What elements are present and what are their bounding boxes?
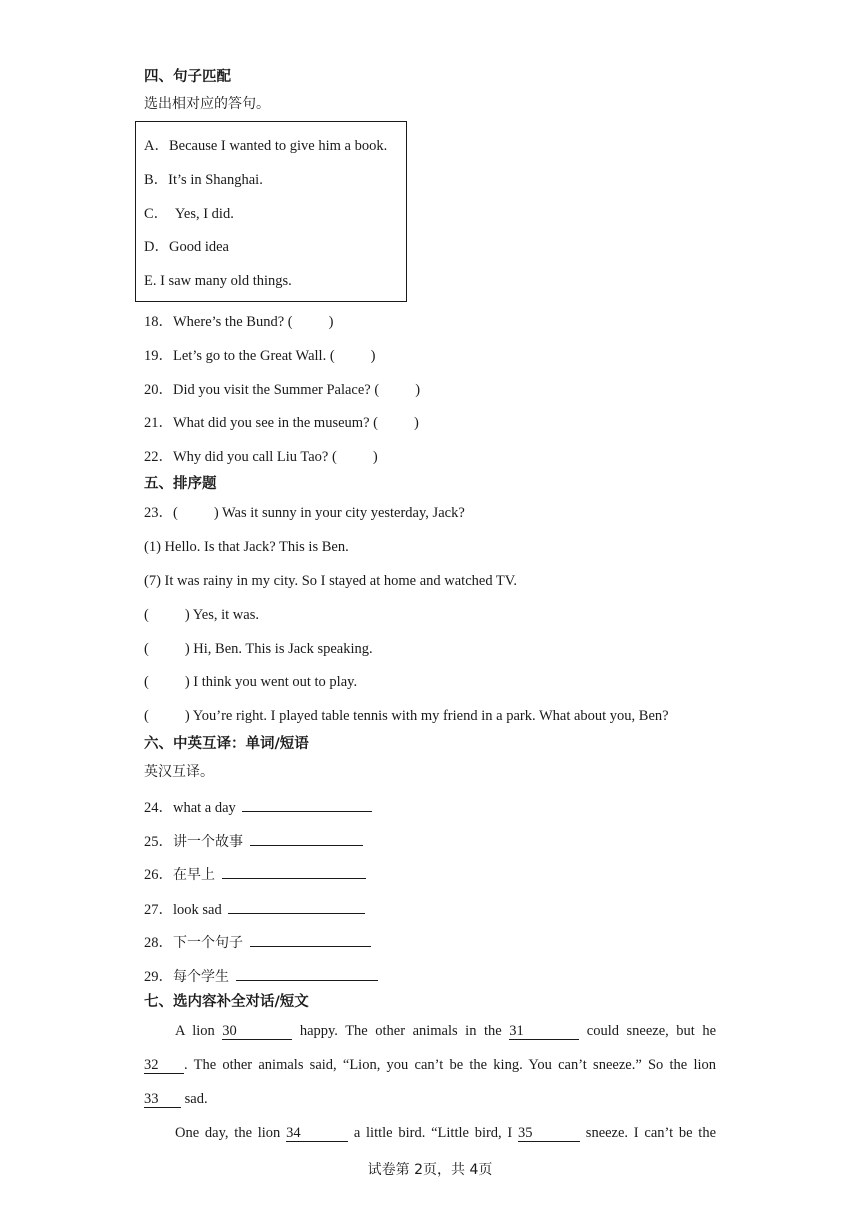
blank-30[interactable]: 30 <box>222 1023 292 1040</box>
ordering-text: ) Was it sunny in your city yesterday, Jack? <box>213 505 465 521</box>
question-number: 19． <box>144 348 173 364</box>
question-close: ) <box>328 314 334 330</box>
question-number: 18． <box>144 314 173 330</box>
question-22 <box>144 448 378 466</box>
item-number: 28． <box>144 935 173 951</box>
question-18 <box>144 313 333 331</box>
option-b: B．It’s in Shanghai. <box>144 172 263 188</box>
ordering-text: ) Yes, it was. <box>184 607 259 623</box>
passage-text: . The other animals said, “Lion, you can’t be the king. You can’t sneeze.” So the lion <box>184 1057 716 1073</box>
ordering-text: ) Hi, Ben. This is Jack speaking. <box>184 641 373 657</box>
answer-blank[interactable] <box>250 831 363 846</box>
question-number: 21． <box>144 415 173 431</box>
section-5-title: 五、排序题 <box>144 476 217 492</box>
answer-blank[interactable] <box>236 966 378 981</box>
item-number: 27． <box>144 902 173 918</box>
passage-text: A lion <box>175 1023 215 1039</box>
ordering-prefix: ( <box>144 674 149 690</box>
ordering-prefix: ( <box>144 708 149 724</box>
option-a: A．Because I wanted to give him a book. <box>144 138 388 154</box>
passage-text: a little bird. “Little bird, I <box>353 1125 513 1141</box>
question-text: Did you visit the Summer Palace? ( <box>173 382 380 398</box>
option-c: C． Yes, I did. <box>144 206 234 222</box>
question-number: 22． <box>144 449 173 465</box>
translation-item-27 <box>144 899 365 919</box>
ordering-text: ) I think you went out to play. <box>184 674 358 690</box>
question-text: Why did you call Liu Tao? ( <box>173 449 337 465</box>
answer-blank[interactable] <box>222 864 366 879</box>
ordering-prefix: ( <box>144 641 149 657</box>
item-text: what a day <box>173 800 236 816</box>
item-text: 在早上 <box>173 867 215 883</box>
item-text: 每个学生 <box>173 969 229 985</box>
answer-blank[interactable] <box>242 797 372 812</box>
blank-34[interactable]: 34 <box>286 1125 348 1142</box>
option-d: D．Good idea <box>144 239 229 255</box>
passage-text: could sneeze, but he <box>586 1023 717 1039</box>
item-number: 29． <box>144 969 173 985</box>
translation-item-24 <box>144 797 372 817</box>
passage-line-4 <box>144 1124 716 1142</box>
translation-item-29 <box>144 966 378 986</box>
question-19 <box>144 347 376 365</box>
answer-blank[interactable] <box>228 899 365 914</box>
question-20 <box>144 381 420 399</box>
translation-item-25 <box>144 831 363 851</box>
ordering-prefix: 23．( <box>144 505 178 521</box>
answer-blank[interactable] <box>250 932 371 947</box>
blank-35[interactable]: 35 <box>518 1125 580 1142</box>
section-4-title: 四、句子匹配 <box>144 69 231 85</box>
section-6-title: 六、中英互译：单词/短语 <box>144 736 309 752</box>
question-close: ) <box>372 449 378 465</box>
question-number: 20． <box>144 382 173 398</box>
page-footer: 试卷第 2页，共 4页 <box>367 1162 493 1178</box>
item-number: 26． <box>144 867 173 883</box>
blank-33[interactable]: 33 <box>144 1091 181 1108</box>
question-text: Where’s the Bund? ( <box>173 314 293 330</box>
passage-line-1 <box>144 1022 716 1040</box>
translation-item-28 <box>144 932 371 952</box>
item-text: 讲一个故事 <box>173 834 243 850</box>
ordering-text: ) You’re right. I played table tennis with my friend in a park. What about you, Ben? <box>184 708 669 724</box>
question-close: ) <box>415 382 421 398</box>
ordering-line <box>144 640 373 658</box>
question-close: ) <box>413 415 419 431</box>
passage-text: sad. <box>184 1091 208 1107</box>
ordering-prefix: ( <box>144 607 149 623</box>
option-e: E. I saw many old things. <box>144 273 292 289</box>
blank-32[interactable]: 32 <box>144 1057 184 1074</box>
passage-text: happy. The other animals in the <box>299 1023 502 1039</box>
question-text: Let’s go to the Great Wall. ( <box>173 348 335 364</box>
section-7-title: 七、选内容补全对话/短文 <box>144 994 309 1010</box>
passage-text: One day, the lion <box>175 1125 281 1141</box>
question-text: What did you see in the museum? ( <box>173 415 378 431</box>
item-number: 25． <box>144 834 173 850</box>
ordering-line <box>144 606 259 624</box>
question-close: ) <box>370 348 376 364</box>
ordering-line <box>144 673 357 691</box>
blank-31[interactable]: 31 <box>509 1023 579 1040</box>
passage-line-3 <box>144 1090 208 1108</box>
section-6-instruction: 英汉互译。 <box>144 764 214 780</box>
item-number: 24． <box>144 800 173 816</box>
question-21 <box>144 414 419 432</box>
passage-line-2 <box>144 1056 716 1074</box>
ordering-line-23 <box>144 504 465 522</box>
translation-item-26 <box>144 864 366 884</box>
section-4-instruction: 选出相对应的答句。 <box>144 96 270 112</box>
item-text: look sad <box>173 902 222 918</box>
ordering-line-1: (1) Hello. Is that Jack? This is Ben. <box>144 539 349 555</box>
item-text: 下一个句子 <box>173 935 243 951</box>
ordering-line-7: (7) It was rainy in my city. So I stayed at home and watched TV. <box>144 573 518 589</box>
ordering-line <box>144 707 669 725</box>
passage-text: sneeze. I can’t be the <box>585 1125 717 1141</box>
